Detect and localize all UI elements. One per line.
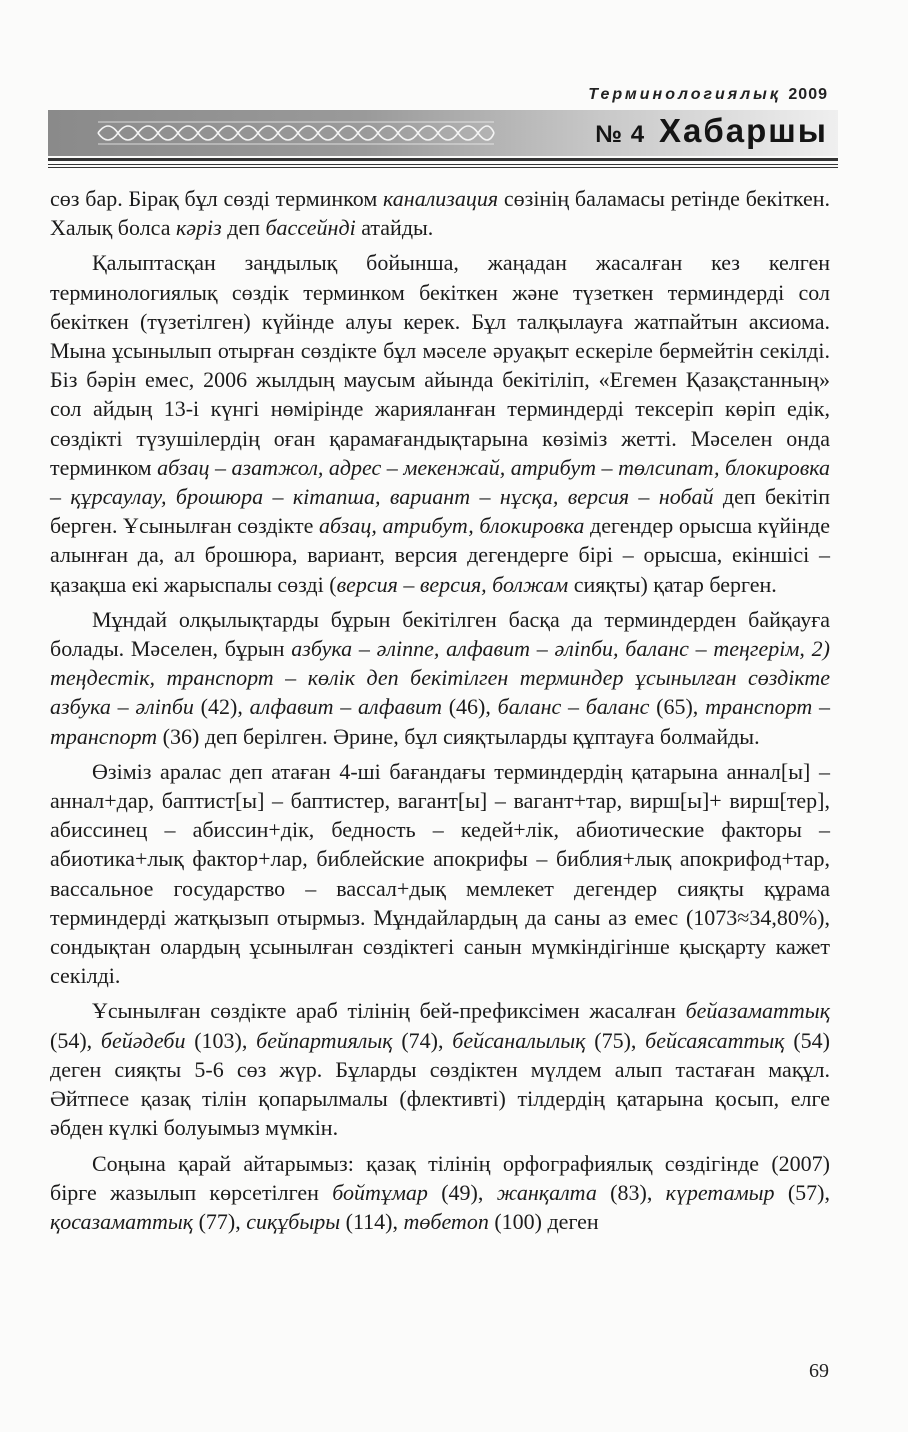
ornament-border-icon bbox=[96, 116, 496, 150]
page-number: 69 bbox=[809, 1360, 829, 1382]
journal-title-text: Хабаршы bbox=[659, 112, 828, 149]
text-run: Мұндай олқылықтарды бұрын бекітілген басқа да терминдерден байқауға болады. Мәселен, бұрын bbox=[50, 606, 830, 662]
issue-number: № 4 bbox=[595, 121, 646, 148]
text-run: (100) деген bbox=[488, 1208, 599, 1234]
italic-term: бассейнді bbox=[265, 215, 356, 241]
text-run: Өзіміз аралас деп атаған 4-ші бағандағы терминдердің қатарына аннал[ы] – аннал+дар, баптист[ы] – баптистер, вагант[ы] – вагант+тар, вирш[ы]+ вирш[тер], абиссинец – абиссин+дік, бедность – кедей+лік, абиотические факторы – абиотика+лық фактор+лар, библейские апокрифы – библия+лық апокрифод+тар, вассальное государство – вассал+дық мемлекет дегендер сияқты құрама терминдерді жатқызып отырмыз. Мұндайлардың да саны аз емес (1073≈34,80%), сондықтан олардың ұсынылған сөздіктегі санын мүмкіндігінше қысқарту кажет секілді. bbox=[50, 758, 830, 989]
text-run: сияқты) қатар берген. bbox=[568, 571, 777, 597]
text-run: (54) деген сияқты 5-6 сөз жүр. Бұларды сөздіктен мүлдем алып тастаған мақұл. Әйтпесе қазақ тілін қопарылмалы (флективті) тілдердің қатарына қосып, елге әбден күлкі болуымыз мүмкін. bbox=[50, 1027, 831, 1141]
text-run: (103), bbox=[185, 1027, 257, 1053]
paragraph bbox=[50, 1149, 830, 1237]
text-run: (65), bbox=[649, 694, 706, 720]
italic-term: абзац, атрибут, блокировка bbox=[318, 513, 585, 539]
italic-term: алфавит – алфавит bbox=[249, 694, 442, 720]
italic-term: бойтұмар bbox=[332, 1179, 428, 1205]
journal-title bbox=[595, 112, 828, 150]
paragraph bbox=[50, 248, 830, 598]
text-run: сөз бар. Бірақ бұл сөзді терминком bbox=[50, 186, 384, 211]
italic-term: абзац – азатжол, адрес – мекенжай, атрибут – төлсипат, блокировка – құрсаулау, брошюра – кітапша, вариант – нұсқа, версия – нобай bbox=[50, 454, 830, 510]
italic-term: баланс – баланс bbox=[497, 694, 650, 720]
journal-name-text: Терминологиялық bbox=[588, 86, 781, 103]
text-run: Ұсынылған сөздікте араб тілінің бей-префиксімен жасалған bbox=[92, 998, 686, 1024]
journal-year: 2009 bbox=[788, 86, 828, 103]
text-run: (75), bbox=[585, 1027, 646, 1053]
text-run: Соңына қарай айтарымыз: қазақ тілінің орфографиялық сөздігінде (2007) бірге жазылып көрсетілген bbox=[50, 1150, 830, 1205]
italic-term: транспорт – транспорт bbox=[50, 694, 831, 749]
text-run: сөзінің баламасы ретінде бекіткен. Халық болса bbox=[50, 186, 830, 241]
italic-term: күретамыр bbox=[665, 1179, 775, 1205]
text-run: (83), bbox=[596, 1179, 666, 1205]
italic-term: бейсаясаттық bbox=[645, 1027, 785, 1053]
paragraph bbox=[50, 184, 830, 242]
text-run: дегендер орысша күйінде алынған да, ал брошюра, вариант, версия дегендерге бірі – орысша, екіншісі – қазақша екі жарыспалы сөзді ( bbox=[50, 513, 830, 597]
text-run: (114), bbox=[340, 1208, 404, 1234]
paragraph bbox=[50, 605, 830, 751]
header-band bbox=[48, 110, 838, 156]
italic-term: жанқалта bbox=[496, 1179, 597, 1205]
article-body bbox=[50, 184, 830, 1236]
header-rule-thin bbox=[48, 164, 838, 165]
text-run: атайды. bbox=[355, 215, 434, 241]
text-run: (46), bbox=[441, 694, 498, 720]
italic-term: канализация bbox=[383, 186, 499, 211]
italic-term: бейәдеби bbox=[100, 1027, 186, 1053]
text-run: (42), bbox=[193, 694, 250, 720]
italic-term: сиқұбыры bbox=[246, 1208, 341, 1234]
text-run: Қалыптасқан заңдылық бойынша, жаңадан жасалған кез келген терминологиялық сөздік терминком бекіткен және түзеткен терминдерді сол бекіткен (түзетілген) күйінде алуы керек. Бұл талқылауға жатпайтын аксиома. Мына ұсынылып отырған сөздікте бұл мәселе әруақыт ескеріле бермейтін секілді. Біз бәрін емес, 2006 жылдың маусым айында бекітіліп, «Егемен Қазақстанның» сол айдың 13-і күнгі нөмірінде жарияланған терминдерді тексеріп көріп едік, сөздікті түзушілердің оған қарамағандықтарына көзіміз жетті. Мәселен онда терминком bbox=[50, 250, 830, 480]
text-run: (77), bbox=[193, 1208, 247, 1234]
italic-term: бейсаналылық bbox=[452, 1027, 586, 1053]
italic-term: бейпартиялық bbox=[256, 1027, 393, 1053]
text-run: деп бекітіп берген. Ұсынылған сөздікте bbox=[50, 484, 830, 539]
italic-term: бейазаматтық bbox=[685, 998, 830, 1024]
header-rule-thin bbox=[48, 167, 838, 168]
text-run: (54), bbox=[50, 1027, 101, 1053]
text-run: (74), bbox=[392, 1027, 453, 1053]
text-run: (49), bbox=[427, 1179, 497, 1205]
italic-term: төбетоп bbox=[403, 1208, 489, 1234]
italic-term: азбука – әліппе, алфавит – әліпби, баланс – теңгерім, 2) теңдестік, транспорт – көлік деп бекітілген терминдер ұсынылған сөздікте азбука – әліпби bbox=[50, 636, 830, 720]
italic-term: версия – версия, болжам bbox=[336, 571, 569, 597]
paragraph bbox=[50, 996, 830, 1142]
paragraph bbox=[50, 757, 830, 991]
text-run: (57), bbox=[774, 1179, 830, 1205]
text-run: деп bbox=[221, 215, 266, 241]
italic-term: кәріз bbox=[175, 215, 222, 241]
journal-name bbox=[560, 86, 828, 104]
italic-term: қосазаматтық bbox=[50, 1208, 194, 1234]
header-rule bbox=[48, 158, 838, 161]
text-run: (36) деп берілген. Әрине, бұл сияқтыларды құптауға болмайды. bbox=[157, 723, 760, 749]
